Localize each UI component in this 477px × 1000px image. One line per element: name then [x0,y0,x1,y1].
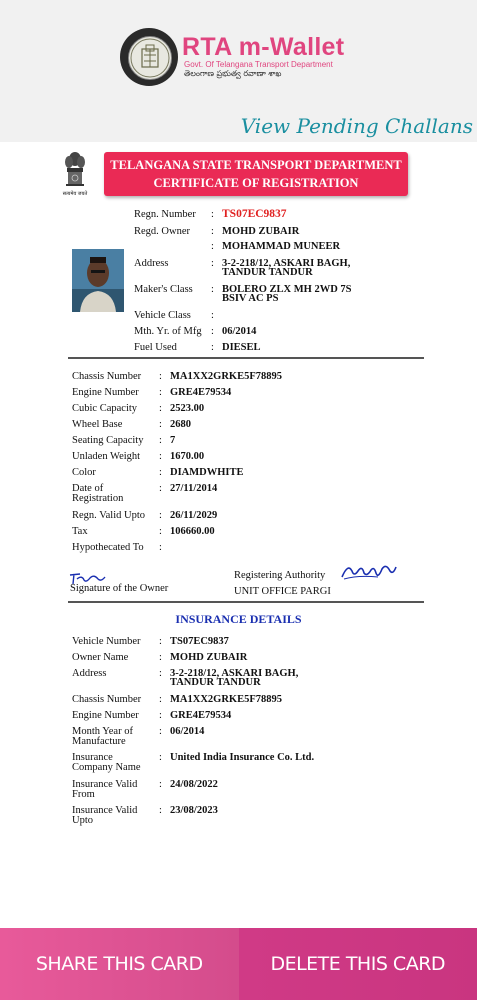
action-bar [0,928,477,1000]
row-label: Vehicle Class [134,310,191,321]
row-label: Insurance Valid [72,779,138,790]
row-label: Fuel Used [134,342,177,353]
row-value: TS07EC9837 [170,636,229,647]
registering-authority [234,568,331,600]
app-subtitle: Govt. Of Telangana Transport Department [184,60,333,69]
row-label: Seating Capacity [72,435,144,446]
certificate-header [104,152,408,196]
row-label: Date of [72,483,104,494]
national-emblem-icon [62,150,88,198]
app-header [0,0,477,142]
row-label: Chassis Number [72,371,142,382]
row-label: Insurance [72,752,113,763]
row-label: Owner Name [72,652,129,663]
row-value: MOHD ZUBAIR [170,652,248,663]
app-subtitle-telugu: తెలంగాణ ప్రభుత్వ రవాణా శాఖ [184,69,282,78]
row-label: Tax [72,526,88,537]
row-value: 23/08/2023 [170,805,218,816]
row-value: 2523.00 [170,403,205,414]
row-label: Address [72,668,107,679]
regn-number-value: TS07EC9837 [222,208,287,220]
row-value: 1670.00 [170,451,205,462]
row-label-line2: From [72,789,95,800]
row-value: BOLERO ZLX MH 2WD 7S [222,284,352,295]
row-value: MA1XX2GRKE5F78895 [170,371,282,382]
row-label: Maker's Class [134,284,193,295]
authority-signature-icon [338,561,400,583]
row-label: Engine Number [72,387,139,398]
row-label-line2: Company Name [72,762,141,773]
row-value: MOHD ZUBAIR [222,226,300,237]
emblem-caption: सत्यमेव जयते [62,191,88,197]
owner-photo [72,249,124,312]
row-value-line2: BSIV AC PS [222,293,279,304]
section-divider [68,601,424,603]
row-label: Regd. Owner [134,226,190,237]
row-label: Vehicle Number [72,636,141,647]
row-label: Unladen Weight [72,451,141,462]
row-value: 24/08/2022 [170,779,218,790]
row-label: Month Year of [72,726,133,737]
authority-office: UNIT OFFICE PARGI [234,586,331,597]
row-label: Color [72,467,96,478]
row-label-line2: Upto [72,815,93,826]
row-label: Cubic Capacity [72,403,138,414]
row-value-line2: TANDUR TANDUR [222,267,313,278]
row-value: GRE4E79534 [170,387,232,398]
insurance-details-title: INSURANCE DETAILS [175,612,302,626]
row-label-line2: Manufacture [72,736,126,747]
row-label: Insurance Valid [72,805,138,816]
row-label: Engine Number [72,710,139,721]
view-pending-challans-link[interactable]: View Pending Challans [240,114,473,138]
authority-label: Registering Authority [234,570,326,581]
row-value: MA1XX2GRKE5F78895 [170,694,282,705]
row-value: 3-2-218/12, ASKARI BAGH, [222,258,351,269]
department-title: TELANGANA STATE TRANSPORT DEPARTMENT [110,158,402,172]
row-label: Chassis Number [72,694,142,705]
row-value: 06/2014 [222,326,257,337]
row-value: 3-2-218/12, ASKARI BAGH, [170,668,299,679]
owner-signature-label: Signature of the Owner [70,583,169,594]
delete-card-button[interactable]: DELETE THIS CARD [239,928,477,1000]
row-value: MOHAMMAD MUNEER [222,241,341,252]
app-title: RTA m-Wallet [182,33,345,61]
row-value: DIAMDWHITE [170,467,244,478]
row-label-line2: Registration [72,493,124,504]
row-value: 2680 [170,419,191,430]
row-label: Regn. Number [134,209,196,220]
telangana-logo-icon [120,28,178,86]
row-label: Hypothecated To [72,542,144,553]
row-value: 26/11/2029 [170,510,218,521]
share-card-button[interactable]: SHARE THIS CARD [0,928,239,1000]
certificate-title: CERTIFICATE OF REGISTRATION [153,176,359,190]
row-value: GRE4E79534 [170,710,232,721]
row-value: 7 [170,435,176,446]
row-value: United India Insurance Co. Ltd. [170,752,315,763]
row-label: Wheel Base [72,419,123,430]
row-value: 106660.00 [170,526,215,537]
row-value: DIESEL [222,342,261,353]
section-divider [68,357,424,359]
row-value: 27/11/2014 [170,483,218,494]
row-label: Regn. Valid Upto [72,510,146,521]
row-value-line2: TANDUR TANDUR [170,677,261,688]
row-value: 06/2014 [170,726,205,737]
row-label: Mth. Yr. of Mfg [134,326,202,337]
row-label: Address [134,258,169,269]
